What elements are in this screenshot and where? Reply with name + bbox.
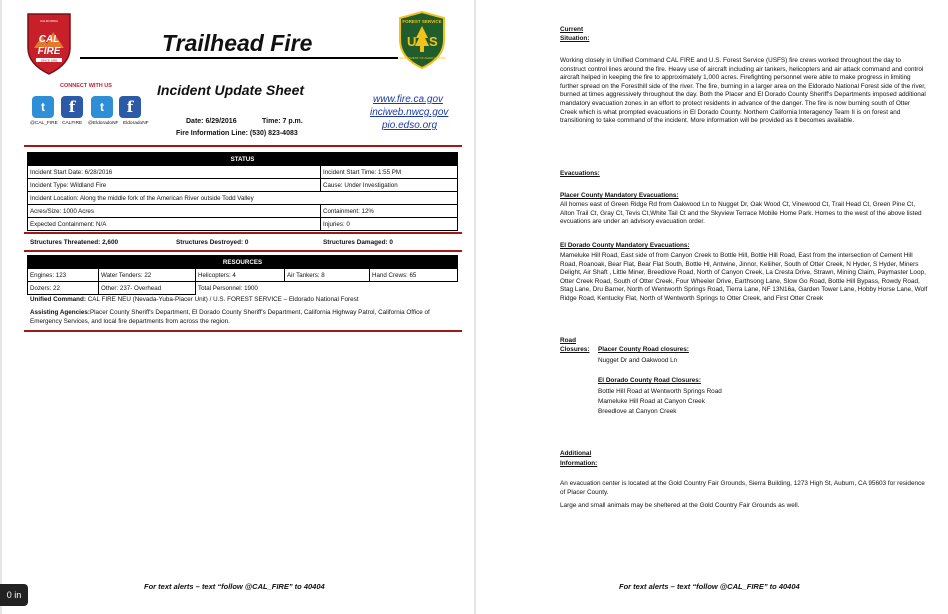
document-page-2: [476, 0, 948, 614]
unified-text: CAL FIRE NEU (Nevada-Yuba-Placer Unit) / U.S. FOREST SERVICE – Eldorado National Forest: [85, 296, 359, 303]
svg-text:FOREST SERVICE: FOREST SERVICE: [402, 19, 442, 24]
link-pio[interactable]: pio.edso.org: [382, 120, 438, 131]
svg-text:CAL: CAL: [38, 34, 60, 45]
other-resources: Other: 237- Overhead: [99, 282, 196, 295]
assisting-text: Placer County Sheriff's Department, El Dorado County Sheriff's Department, California Highway Patrol, California Office of Emergency Services, and local fire departments from across the region.: [30, 309, 430, 325]
sheet-time: Time: 7 p.m.: [262, 118, 303, 125]
acres: Acres/Size: 1000 Acres: [28, 205, 321, 218]
page2-footer: For text alerts – text “follow @CAL_FIRE” to 40404: [619, 582, 800, 591]
svg-text:U: U: [407, 34, 417, 49]
divider: [24, 145, 462, 147]
sheet-title: Incident Update Sheet: [157, 82, 305, 98]
air-tankers: Air Tankers: 8: [285, 269, 370, 282]
svg-text:FIRE: FIRE: [37, 46, 61, 57]
expected-containment: Expected Containment: N/A: [28, 218, 321, 231]
placer-evac-label: Placer County Mandatory Evacuations:: [560, 192, 679, 199]
eldorado-evac-label: El Dorado County Mandatory Evacuations:: [560, 242, 690, 249]
page1-footer: For text alerts – text “follow @CAL_FIRE” to 40404: [144, 582, 325, 591]
status-table: [27, 152, 458, 231]
calfire-logo-icon: [24, 12, 74, 76]
document-page-1: [2, 0, 474, 614]
current-label: Current: [560, 26, 584, 33]
road-label: Road: [560, 337, 576, 344]
social-handle: EldoradoNF: [123, 121, 149, 126]
incident-title: Trailhead Fire: [162, 30, 313, 56]
additional-label: Additional: [560, 450, 592, 457]
placer-road-text: Nugget Dr and Oakwood Ln: [598, 357, 678, 364]
additional-text-2: Large and small animals may be sheltered at the Gold Country Fair Grounds as well.: [560, 502, 800, 509]
eldorado-road-item: Bottle Hill Road at Wentworth Springs Road: [598, 388, 722, 395]
usfs-shield-icon: [398, 10, 446, 70]
eldorado-road-item: Breedlove at Canyon Creek: [598, 408, 677, 415]
total-personnel: Total Personnel: 1900: [196, 282, 458, 295]
evacuations-label: Evacuations:: [560, 170, 600, 177]
resources-table: [27, 255, 458, 295]
assisting-label: Assisting Agencies:: [30, 309, 90, 316]
unified-label: Unified Command:: [30, 296, 86, 303]
connect-label: CONNECT WITH US: [60, 83, 112, 89]
start-time: Incident Start Time: 1:55 PM: [321, 166, 458, 179]
eldorado-road-label: El Dorado County Road Closures:: [598, 377, 701, 384]
svg-text:CALIFORNIA: CALIFORNIA: [39, 19, 59, 23]
svg-text:S: S: [429, 34, 438, 49]
situation-text: Working closely in Unified Command CAL FIRE and U.S. Forest Service (USFS) fire crews worked throughout the day to construct control lines around the fire. Heavy use of aircraft including air tankers, helicopters and air attack command and control aircraft helped in keeping the fire to approximately 1,000 acres. Firefighting personnel were able to make progress in limiting further spread on the Foresthill side of the river. The fire, burning in a larger area on the Eldorado National Forest side of the river, burned at times aggressively throughout the day. Both the Placer and El Dorado County Sheriff's Departments imposed additional mandatory evacuation zones in an effort to protect residents in advance of the danger. The fire is now burning south of Otter Creek which is what prompted evacuations in El Dorado County. Northern California Interagency Team II is on forest and transitioning to take command of the incident. More information will be provided as it becomes available.: [560, 57, 926, 125]
link-fire-ca[interactable]: www.fire.ca.gov: [373, 94, 444, 105]
divider: [24, 330, 462, 332]
sheet-date: Date: 6/29/2016: [186, 118, 237, 125]
injuries: Injuries: 0: [321, 218, 458, 231]
start-date: Incident Start Date: 6/28/2016: [28, 166, 321, 179]
structures-damaged: Structures Damaged: 0: [323, 239, 393, 246]
fire-info-line: Fire Information Line: (530) 823-4083: [176, 130, 298, 137]
situation-label: Situation:: [560, 35, 590, 42]
social-handle: @CAL_FIRE: [30, 121, 58, 126]
facebook-icon[interactable]: f: [119, 96, 141, 118]
resources-header: RESOURCES: [28, 256, 458, 269]
information-label: Information:: [560, 460, 598, 467]
engines: Engines: 123: [28, 269, 99, 282]
twitter-icon[interactable]: t: [32, 96, 54, 118]
dozers: Dozers: 22: [28, 282, 99, 295]
link-inciweb[interactable]: inciweb.nwcg.gov: [370, 107, 449, 118]
unified-command: [30, 296, 460, 305]
divider: [24, 250, 462, 252]
twitter-icon[interactable]: t: [91, 96, 113, 118]
social-handle: CALFIRE: [62, 121, 83, 126]
zoom-badge[interactable]: 0 in: [0, 584, 28, 606]
helicopters: Helicopters: 4: [196, 269, 285, 282]
closures-label: Closures:: [560, 346, 590, 353]
placer-road-label: Placer County Road closures:: [598, 346, 689, 353]
svg-text:SINCE 1885: SINCE 1885: [40, 58, 58, 63]
title-underline: [80, 57, 398, 59]
svg-text:DEPARTMENT OF AGRICULTURE: DEPARTMENT OF AGRICULTURE: [398, 56, 446, 60]
social-handle: @EldoradoNF: [88, 121, 119, 126]
assisting-agencies: [30, 309, 460, 326]
divider: [24, 232, 462, 234]
status-header: STATUS: [28, 153, 458, 166]
incident-location: Incident Location: Along the middle fork of the American River outside Todd Valley: [28, 192, 458, 205]
placer-evac-text: All homes east of Green Ridge Rd from Oakwood Ln to Nugget Dr, Oak Wood Ct, Vinewood Ct, Trail Head Ct, Green Pine Ct, Alton Trail Ct, Gray Ct, Tevis Ct,White Tail Ct and the Skyview Terrace Mobile Home Park. Homes to the west of the above listed evcuations are under an advisory evacuation order.: [560, 201, 922, 226]
hand-crews: Hand Crews: 65: [370, 269, 458, 282]
structures-threatened: Structures Threatened: 2,600: [30, 239, 119, 246]
structures-destroyed: Structures Destroyed: 0: [176, 239, 249, 246]
additional-text-1: An evacuation center is located at the Gold Country Fair Grounds, Sierra Building, 1273 High St, Auburn, CA 95603 for residence of Placer County.: [560, 480, 925, 496]
cause: Cause: Under Investigation: [321, 179, 458, 192]
facebook-icon[interactable]: f: [61, 96, 83, 118]
incident-type: Incident Type: Wildland Fire: [28, 179, 321, 192]
eldorado-road-item: Mameluke Hill Road at Canyon Creek: [598, 398, 705, 405]
water-tenders: Water Tenders: 22: [99, 269, 196, 282]
containment: Containment: 12%: [321, 205, 458, 218]
eldorado-evac-text: Mameluke Hill Road, East side of from Canyon Creek to Bottle Hill, Bottle Hill Road, East from the intersection of Cement Hill Road, Roanoak, Bear Flat, Bear Flat South, Bottle Hl, Antwine, Jinnor, Keliiher, South of Otter Creek, N Hyder, S Hyder, Miners Delight, Air Shaft , Little Miner, Breedlove Road, North of Canyon Creek, La Cresta Drive, Strawn, Mining Claim, Paymaster Loop, Otter Creek Road, South of Otter Creek, Four Wheeler Drive, Earthsong Lane, Slow Go Road, Bottle Hill Bypass, Rowdy Road, Stag Lane, Dru Barner, North of Wentworth Springs Road, Tierra Lane, NF 13N16a, Garden Tower Lane, Hobby Horse Lane, Wolf Ridge Road, Kentucky Flat, North of Wentworth Springs to Otter Creek, and First Otter Creek: [560, 252, 928, 302]
